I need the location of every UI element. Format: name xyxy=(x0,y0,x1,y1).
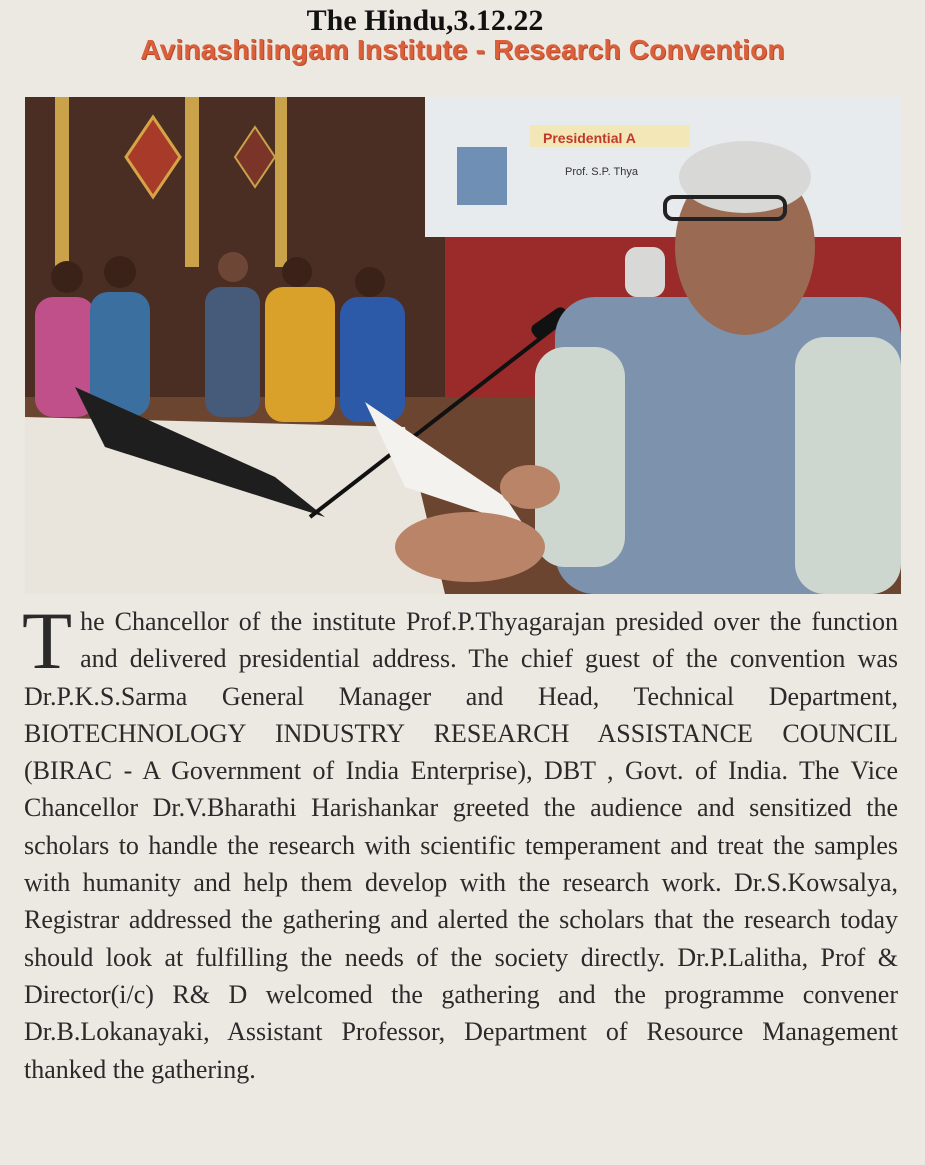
screen-name: Prof. S.P. Thya xyxy=(565,166,638,178)
headline: Avinashilingam Institute - Research Convention xyxy=(140,34,785,65)
article-text: he Chancellor of the institute Prof.P.Thyagarajan presided over the function and delivered presidential address. The chief guest of the convention was Dr.P.K.S.Sarma General Manager and Head, Technical Department, BIOTECHNOLOGY INDUSTRY RESEARCH ASSISTANCE COUNCIL (BIRAC - A Government of India Enterprise), DBT , Govt. of India. The Vice Chancellor Dr.V.Bharathi Harishankar greeted the audience and sensitized the scholars to handle the research with scientific temperament and treat the samples with humanity and help them develop with the research work. Dr.S.Kowsalya, Registrar addressed the gathering and alerted the scholars that the research today should look at fulfilling the needs of the society directly. Dr.P.Lalitha, Prof & Director(i/c) R& D welcomed the gathering and the programme convener Dr.B.Lokanayaki, Assistant Professor, Department of Resource Management thanked the gathering. xyxy=(24,607,898,1084)
drop-cap: T xyxy=(22,595,73,686)
article-body xyxy=(22,595,898,1088)
news-photo xyxy=(25,97,901,594)
source-line: The Hindu,3.12.22 xyxy=(306,4,544,37)
screen-title: Presidential A xyxy=(543,130,636,146)
